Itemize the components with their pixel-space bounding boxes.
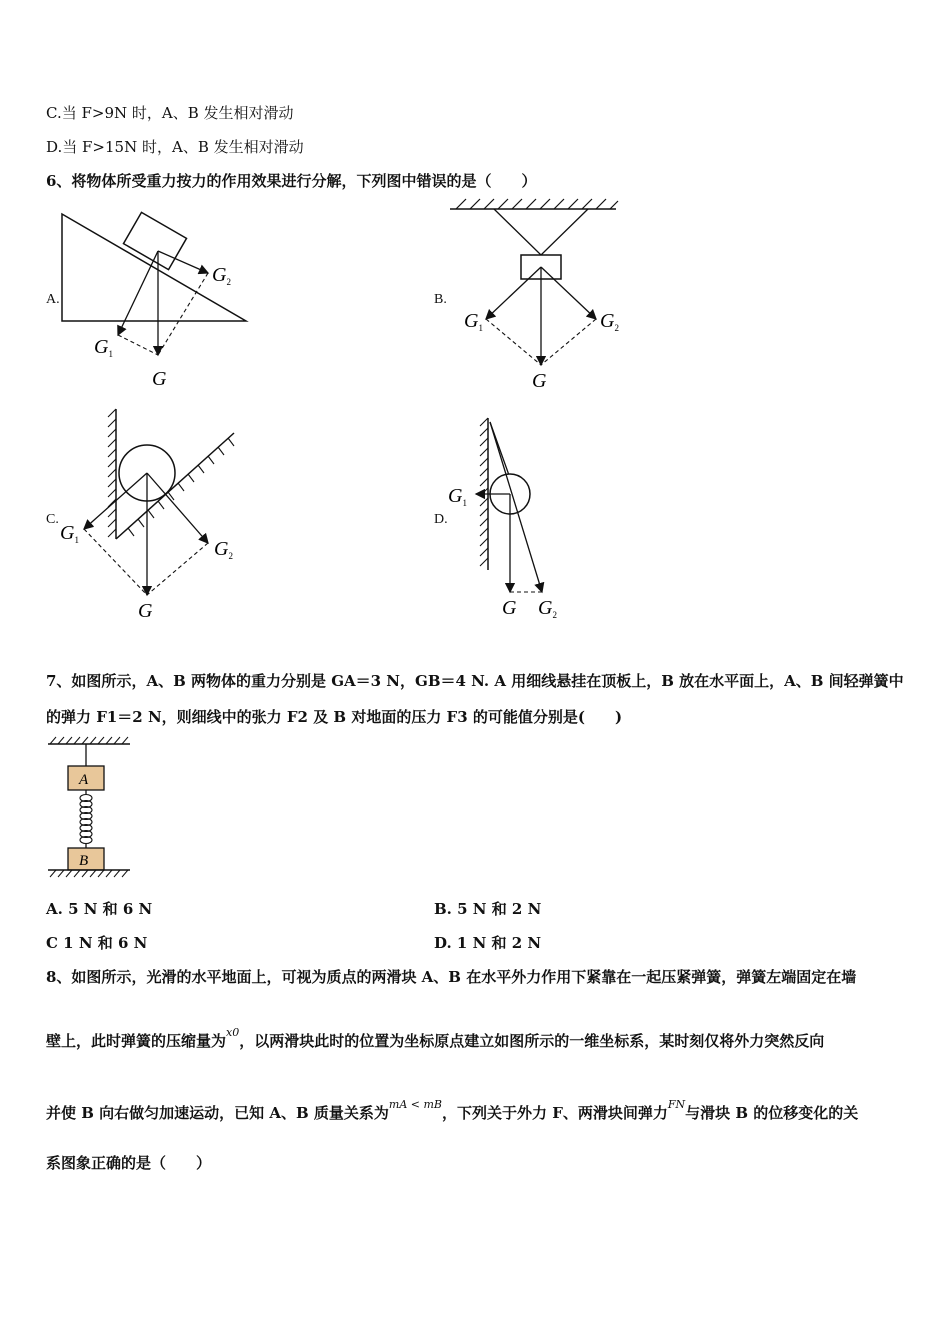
q8-fn-symbol: FN <box>667 1098 686 1111</box>
q6-figure-b-hanging <box>448 195 628 395</box>
q6-label-b: B. <box>434 292 447 307</box>
g1-label-a: $G_1$ <box>94 336 113 359</box>
q8-line4: 系图象正确的是（ ） <box>46 1154 212 1172</box>
g2-label-a: $G_2$ <box>212 264 231 287</box>
q6-figure-d-wall-ball <box>444 410 594 625</box>
g1-label-c: $G_1$ <box>60 522 79 545</box>
g2-label-b: $G_2$ <box>600 310 619 333</box>
q8-line1: 8、如图所示，光滑的水平地面上，可视为质点的两滑块 A、B 在水平外力作用下紧靠在一起压紧弹簧，弹簧左端固定在墙 <box>46 968 857 986</box>
q8-line2-text-b: ，以两滑块此时的位置为坐标原点建立如图所示的一维坐标系，某时刻仅将外力突然反向 <box>239 1032 825 1050</box>
block-b-label: B <box>79 853 89 869</box>
g2-label-c: $G_2$ <box>214 538 233 561</box>
q7-option-a: A. 5 N 和 6 N <box>46 900 153 918</box>
g-label-b: G <box>532 370 547 392</box>
q8-line3-text-c: 与滑块 B 的位移变化的关 <box>685 1104 859 1122</box>
block-a-label: A <box>79 772 89 788</box>
q8-line2 <box>46 1026 825 1051</box>
q7-option-d: D. 1 N 和 2 N <box>434 934 542 952</box>
g1-label-b: $G_1$ <box>464 310 483 333</box>
q8-line3 <box>46 1098 859 1123</box>
q7-figure-spring <box>44 734 136 882</box>
q6-label-d: D. <box>434 512 448 527</box>
q6-label-a: A. <box>46 292 60 307</box>
q8-line3-text-b: ，下列关于外力 F、两滑块间弹力 <box>442 1104 668 1122</box>
q8-mass-relation: mA < mB <box>388 1098 442 1111</box>
g-label-c: G <box>138 600 153 622</box>
g2-label-d: $G_2$ <box>538 597 557 620</box>
g1-label-d: $G_1$ <box>448 485 467 508</box>
g-label-a: G <box>152 368 167 390</box>
q5-option-c: C.当 F>9N 时，A、B 发生相对滑动 <box>46 104 294 122</box>
q8-line3-text-a: 并使 B 向右做匀加速运动，已知 A、B 质量关系为 <box>46 1104 389 1122</box>
q5-option-d: D.当 F>15N 时，A、B 发生相对滑动 <box>46 138 304 156</box>
q7-option-c: C 1 N 和 6 N <box>46 934 148 952</box>
q6-figure-a-incline <box>56 205 256 395</box>
g-label-d: G <box>502 597 517 619</box>
q6-stem: 6、将物体所受重力按力的作用效果进行分解，下列图中错误的是（ ） <box>46 172 537 190</box>
q7-stem-line1: 7、如图所示，A、B 两物体的重力分别是 GA＝3 N，GB＝4 N. A 用细线悬挂在顶板上，B 放在水平面上，A、B 间轻弹簧中 <box>46 672 904 690</box>
q8-line2-text-a: 壁上，此时弹簧的压缩量为 <box>46 1032 227 1050</box>
q7-stem-line2: 的弹力 F1＝2 N，则细线中的张力 F2 及 B 对地面的压力 F3 的可能值分别是( ) <box>46 708 623 726</box>
q8-x0-symbol: x0 <box>226 1026 240 1039</box>
q6-figure-c-ball <box>58 405 248 625</box>
q6-label-c: C. <box>46 512 59 527</box>
q7-option-b: B. 5 N 和 2 N <box>434 900 542 918</box>
